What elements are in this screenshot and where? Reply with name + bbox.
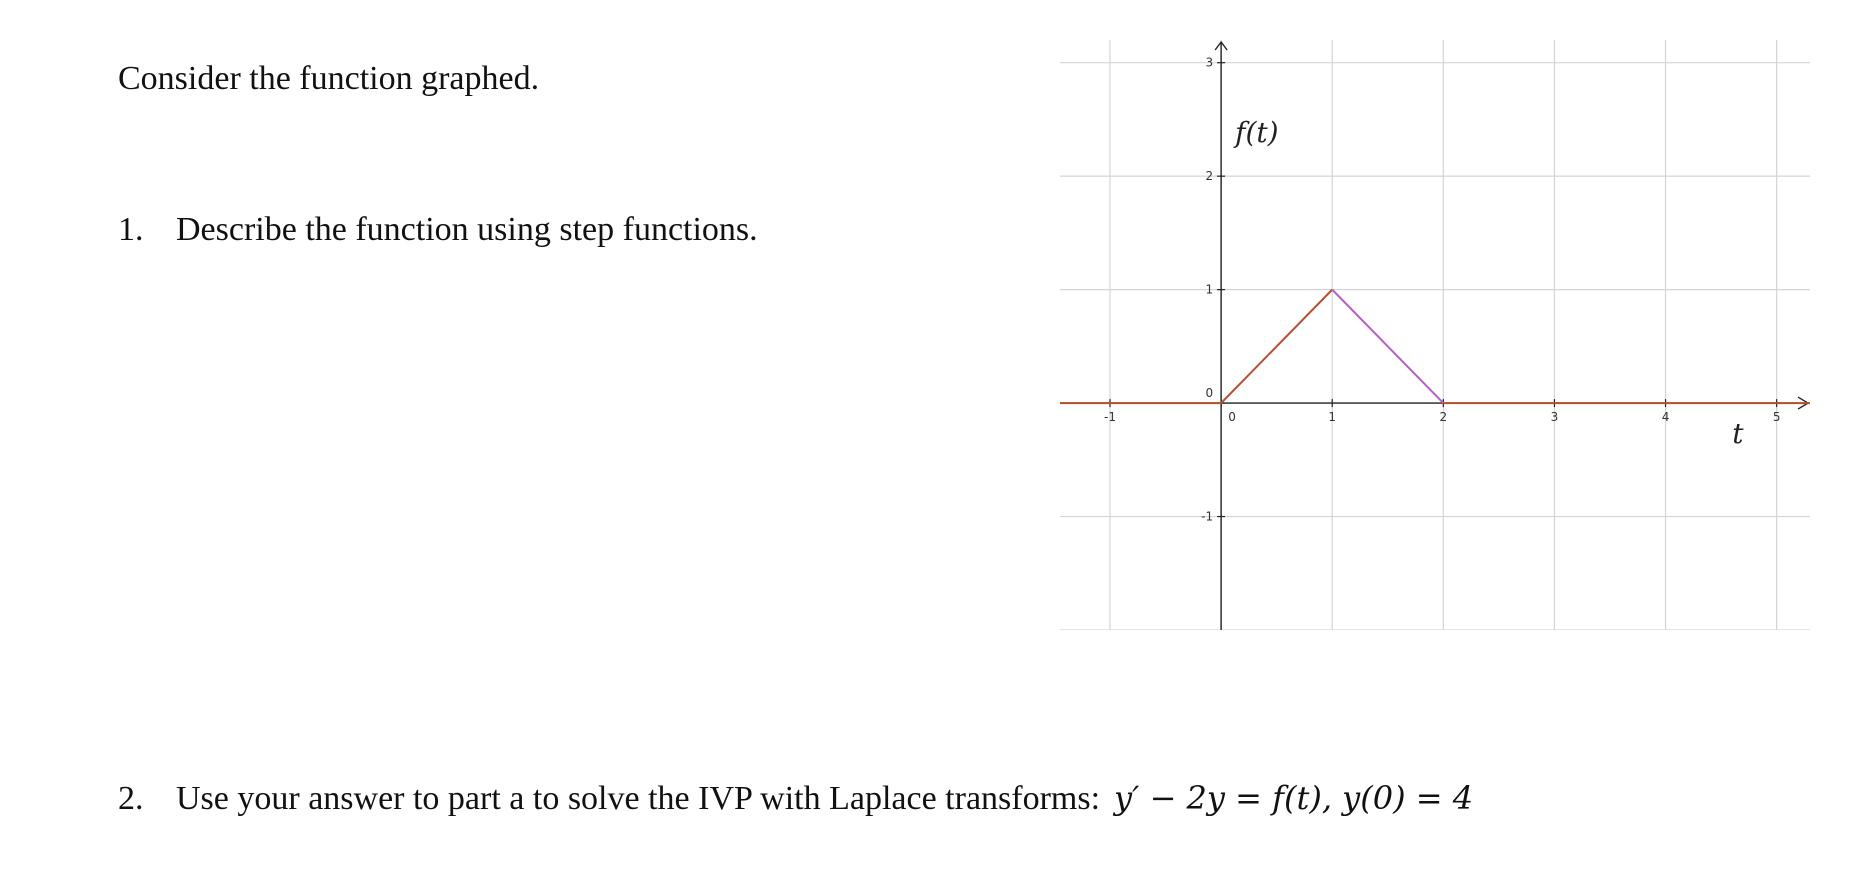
x-axis-label: t <box>1732 417 1744 451</box>
y-tick-label: 3 <box>1205 55 1214 70</box>
y-axis-label: f(t) <box>1235 116 1279 150</box>
x-tick-label: -1 <box>1104 410 1116 425</box>
question-2-number: 2. <box>118 780 144 817</box>
y-tick-label: 1 <box>1205 282 1214 297</box>
x-tick-label: 0 <box>1228 410 1236 425</box>
question-2-text: Use your answer to part a to solve the IVP with Laplace transforms: <box>176 780 1101 817</box>
ivp-equation: y′ − 2y = f(t), y(0) = 4 <box>1114 779 1474 817</box>
x-tick-label: 5 <box>1772 410 1781 425</box>
x-tick-label: 3 <box>1550 410 1559 425</box>
question-1-number: 1. <box>118 211 144 248</box>
function-graph <box>1060 40 1810 630</box>
x-tick-label: 4 <box>1661 410 1670 425</box>
x-tick-label: 2 <box>1439 410 1448 425</box>
question-1 <box>118 213 758 247</box>
question-1-text: Describe the function using step functions. <box>176 211 758 248</box>
y-tick-label: 0 <box>1205 386 1214 401</box>
intro-text: Consider the function graphed. <box>118 60 540 97</box>
y-tick-label: 2 <box>1205 169 1214 184</box>
question-2 <box>118 779 1474 817</box>
series-line-2 <box>1332 290 1443 403</box>
x-tick-label: 1 <box>1328 410 1337 425</box>
y-tick-label: -1 <box>1201 509 1214 524</box>
series-line-1 <box>1060 290 1332 403</box>
